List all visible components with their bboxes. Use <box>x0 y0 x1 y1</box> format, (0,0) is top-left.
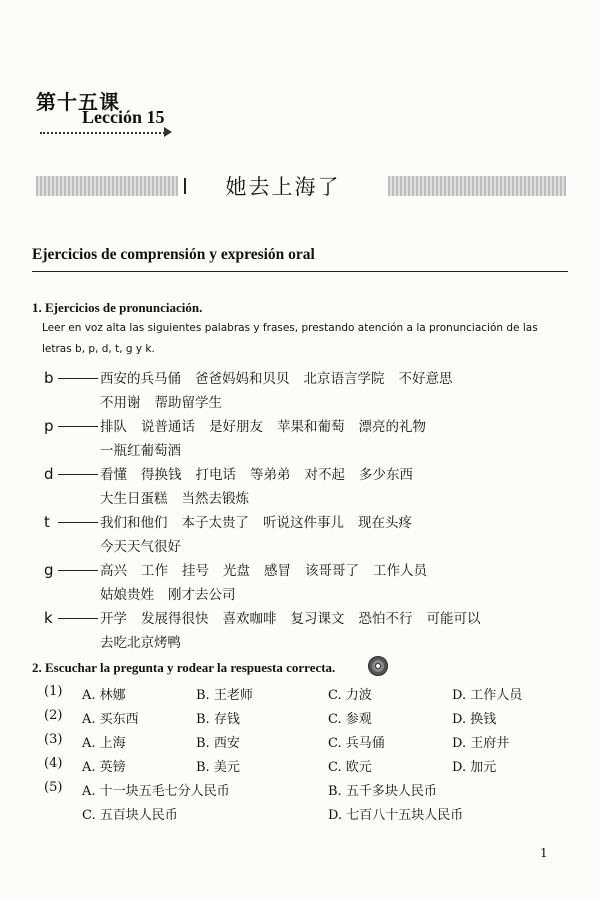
drill-t <box>44 510 426 559</box>
drill-word: 得换钱 <box>141 467 182 483</box>
option-c[interactable]: C. 力波 <box>328 688 372 703</box>
drill-word: 帮助留学生 <box>154 395 222 411</box>
drill-word: 对不起 <box>304 467 345 483</box>
question-number: (3) <box>44 732 63 747</box>
option-c[interactable]: C. 欧元 <box>328 760 372 775</box>
drill-word: 高兴 <box>100 563 127 579</box>
arrow-right-icon <box>164 127 172 137</box>
option-b[interactable]: B. 存钱 <box>196 712 240 727</box>
drill-word: 感冒 <box>264 563 291 579</box>
option-a[interactable]: A. 林娜 <box>82 688 126 703</box>
section-divider <box>32 271 568 272</box>
option-b[interactable]: B. 五千多块人民币 <box>328 784 437 799</box>
title-mark <box>184 178 190 194</box>
drill-b <box>44 366 467 415</box>
drill-word: 去吃北京烤鸭 <box>100 635 181 651</box>
lesson-number-chinese: 第十五课 <box>36 90 120 114</box>
drill-word: 当然去锻炼 <box>181 491 249 507</box>
drill-word: 排队 <box>100 419 127 435</box>
drill-letter: t <box>44 513 50 531</box>
exercise-1-title: 1. Ejercicios de pronunciación. <box>32 300 203 315</box>
drill-word: 苹果和葡萄 <box>277 419 345 435</box>
drill-word: 开学 <box>100 611 127 627</box>
section-heading: Ejercicios de comprensión y expresión oral <box>32 246 315 263</box>
option-a[interactable]: A. 上海 <box>82 736 126 751</box>
option-d[interactable]: D. 换钱 <box>452 712 497 727</box>
drill-word: 西安的兵马俑 <box>100 371 181 387</box>
option-b[interactable]: B. 西安 <box>196 736 240 751</box>
drill-letter: d <box>44 465 54 483</box>
drill-word: 工作人员 <box>373 563 427 579</box>
drill-g <box>44 558 441 607</box>
drill-word: 是好朋友 <box>209 419 263 435</box>
drill-word: 北京语言学院 <box>303 371 385 387</box>
drill-word: 光盘 <box>223 563 250 579</box>
drill-letter: g <box>44 561 54 579</box>
drill-word: 发展得很快 <box>141 611 209 627</box>
lesson-title-box <box>178 171 388 201</box>
drill-word: 不用谢 <box>100 395 141 411</box>
drill-word: 看懂 <box>100 467 127 483</box>
drill-letter: b <box>44 369 54 387</box>
drill-letter: k <box>44 609 53 627</box>
option-d[interactable]: D. 王府井 <box>452 736 510 751</box>
exercise-2-title: 2. Escuchar la pregunta y rodear la respuesta correcta. <box>32 660 336 675</box>
drill-word: 现在头疼 <box>358 515 412 531</box>
option-c[interactable]: C. 兵马俑 <box>328 736 385 751</box>
question-number: (4) <box>44 756 63 771</box>
lesson-title: 她去上海了 <box>225 175 341 199</box>
drill-word: 姑娘贵姓 <box>100 587 154 603</box>
question-number: (5) <box>44 780 63 795</box>
option-d[interactable]: D. 七百八十五块人民币 <box>328 808 464 823</box>
lesson-underline <box>40 132 168 134</box>
question-number: (1) <box>44 684 63 699</box>
drill-p <box>44 414 440 463</box>
drill-word: 爸爸妈妈和贝贝 <box>195 371 290 387</box>
option-b[interactable]: B. 美元 <box>196 760 240 775</box>
drill-word: 听说这件事儿 <box>263 515 344 531</box>
drill-word: 打电话 <box>195 467 236 483</box>
cd-icon[interactable] <box>368 656 388 676</box>
question-number: (2) <box>44 708 63 723</box>
drill-word: 工作 <box>141 563 168 579</box>
drill-word: 漂亮的礼物 <box>358 419 426 435</box>
lesson-number-spanish: Lección 15 <box>82 107 165 127</box>
drill-word: 大生日蛋糕 <box>100 491 168 507</box>
page-number: 1 <box>540 846 548 860</box>
drill-k <box>44 606 495 655</box>
drill-letter: p <box>44 417 54 435</box>
exercise-1-intro: Leer en voz alta las siguientes palabras y frases, prestando atención a la pronunciación de las letras b, p, d, t, g y k. <box>42 322 538 355</box>
drill-d <box>44 462 427 511</box>
option-a[interactable]: A. 买东西 <box>82 712 139 727</box>
drill-word: 该哥哥了 <box>305 563 359 579</box>
drill-word: 刚才去公司 <box>168 587 236 603</box>
drill-word: 一瓶红葡萄酒 <box>100 443 181 459</box>
drill-word: 今天天气很好 <box>100 539 181 555</box>
option-d[interactable]: D. 工作人员 <box>452 688 523 703</box>
drill-word: 我们和他们 <box>100 515 168 531</box>
drill-word: 恐怕不行 <box>358 611 413 627</box>
option-a[interactable]: A. 英镑 <box>82 760 126 775</box>
drill-word: 复习课文 <box>290 611 345 627</box>
drill-word: 可能可以 <box>426 611 481 627</box>
drill-word: 说普通话 <box>141 419 195 435</box>
option-c[interactable]: C. 五百块人民币 <box>82 808 178 823</box>
drill-word: 不好意思 <box>398 371 453 387</box>
option-a[interactable]: A. 十一块五毛七分人民币 <box>82 784 230 799</box>
option-b[interactable]: B. 王老师 <box>196 688 253 703</box>
drill-word: 本子太贵了 <box>181 515 249 531</box>
drill-word: 喜欢咖啡 <box>222 611 277 627</box>
drill-word: 多少东西 <box>359 467 413 483</box>
drill-word: 等弟弟 <box>250 467 291 483</box>
option-d[interactable]: D. 加元 <box>452 760 497 775</box>
drill-word: 挂号 <box>182 563 209 579</box>
option-c[interactable]: C. 参观 <box>328 712 372 727</box>
